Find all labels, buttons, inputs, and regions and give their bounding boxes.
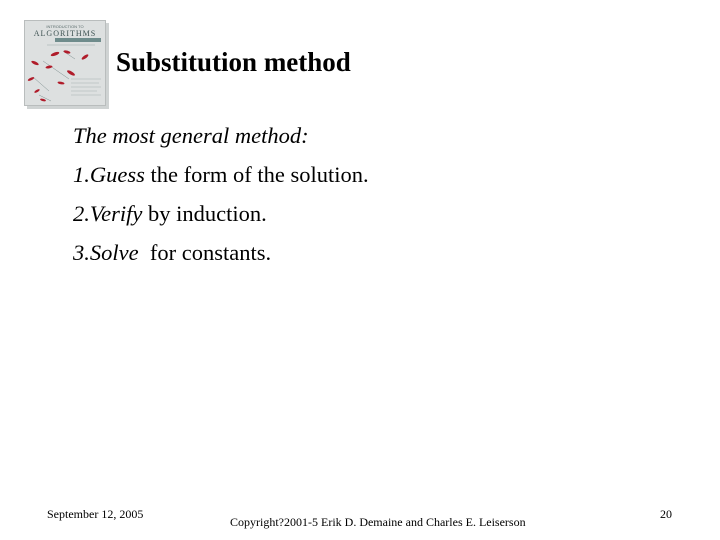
body-line-emphasis: 2.Verify: [73, 201, 143, 226]
body-line: [73, 194, 369, 233]
body-line-text: for constants.: [138, 240, 272, 265]
footer-copyright: Copyright?2001-5 Erik D. Demaine and Charles E. Leiserson: [230, 515, 526, 529]
cover-band: [55, 38, 101, 42]
cover-title-text: ALGORITHMS: [33, 29, 97, 38]
body-line-emphasis: 3.Solve: [73, 240, 139, 265]
slide-body: [73, 116, 369, 272]
body-line-text: the form of the solution.: [144, 162, 369, 187]
body-line: [73, 155, 369, 194]
footer-date: September 12, 2005: [47, 507, 144, 521]
body-line: [73, 233, 369, 272]
body-line-text: by induction.: [142, 201, 267, 226]
book-cover-image: [24, 20, 106, 106]
slide-title: Substitution method: [116, 47, 351, 77]
body-line-emphasis: 1.Guess: [73, 162, 145, 187]
footer-page-number: 20: [660, 507, 672, 521]
book-cover-art: [25, 21, 105, 105]
body-line: [73, 116, 369, 155]
cover-small-text: INTRODUCTION TO: [46, 24, 84, 29]
body-line-emphasis: The most general method:: [73, 123, 309, 148]
